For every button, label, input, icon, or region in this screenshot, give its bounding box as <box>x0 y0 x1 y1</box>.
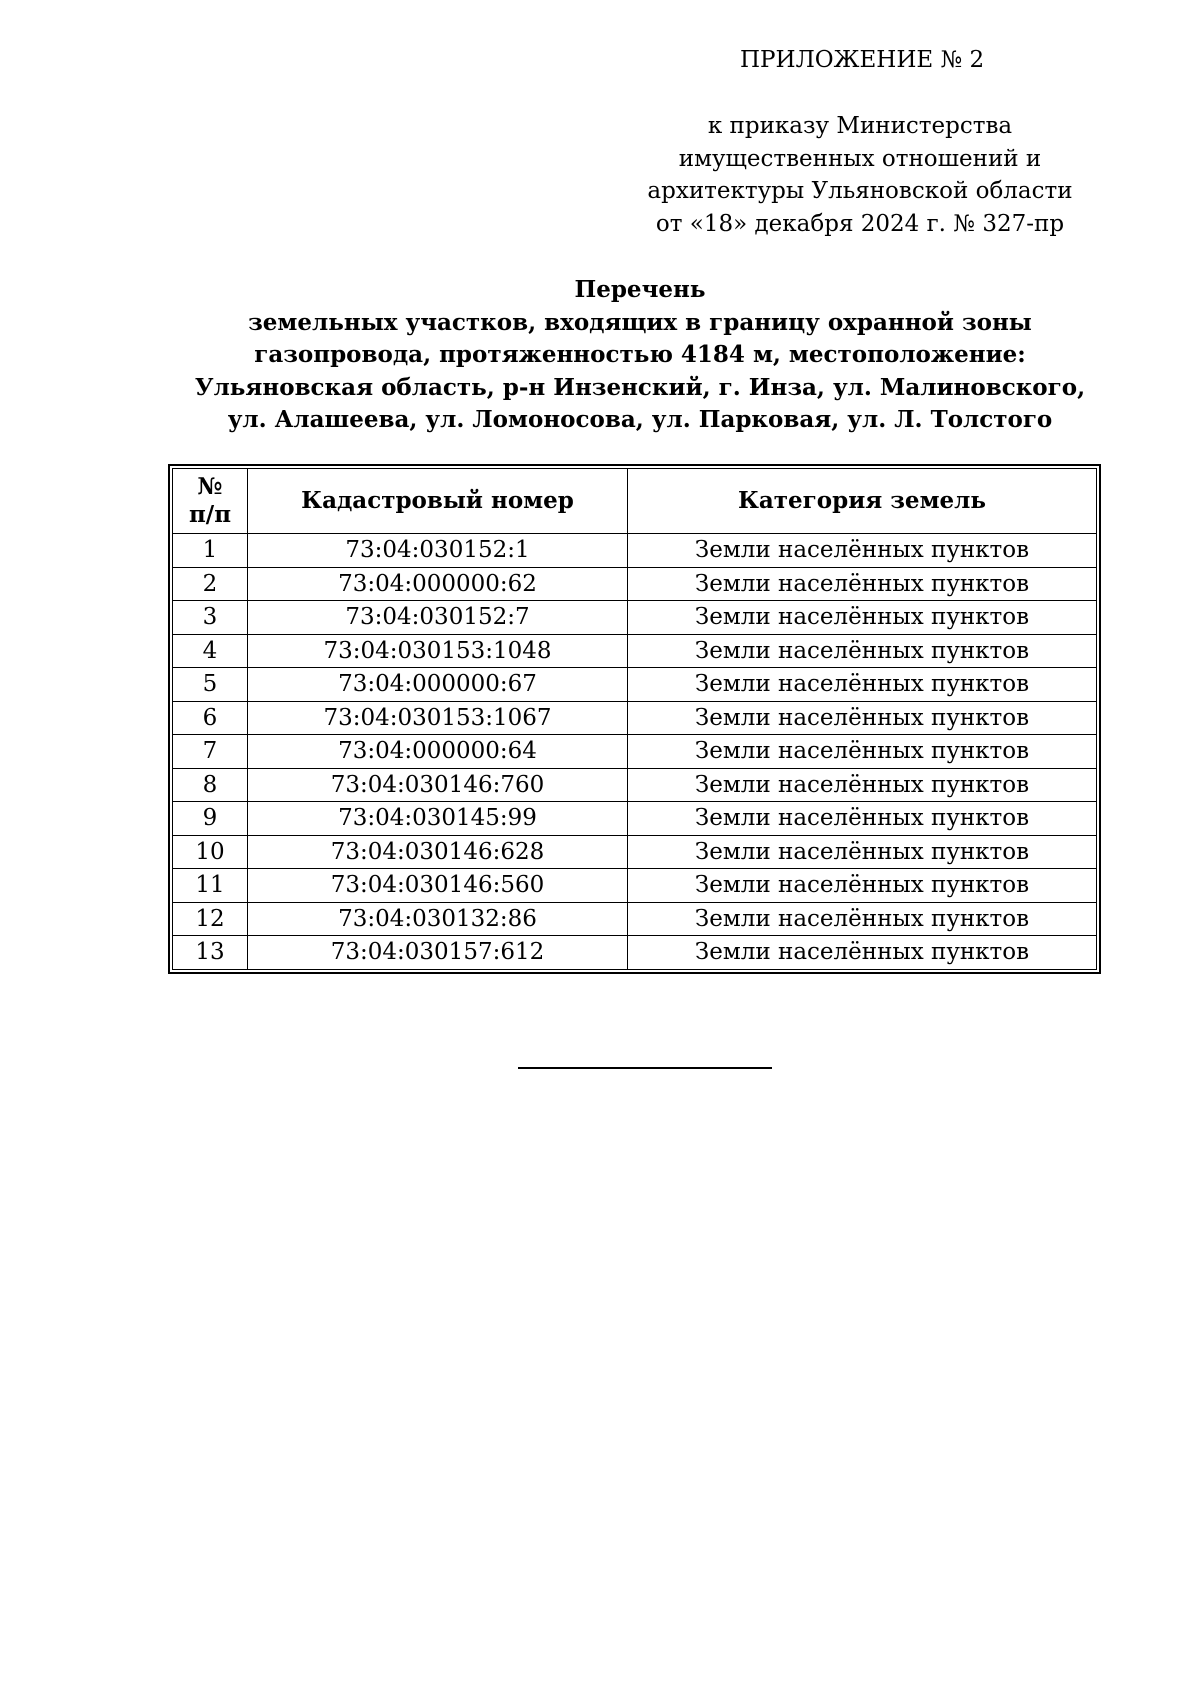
cadastral-number-cell: 73:04:030146:560 <box>248 869 628 903</box>
row-number-cell: 5 <box>173 668 248 702</box>
table-row <box>173 634 1097 668</box>
land-plots-table-frame <box>168 464 1101 974</box>
table-row <box>173 534 1097 568</box>
table-row <box>173 768 1097 802</box>
cadastral-number-cell: 73:04:030157:612 <box>248 936 628 970</box>
land-category-cell: Земли населённых пунктов <box>628 701 1097 735</box>
cadastral-number-cell: 73:04:030146:760 <box>248 768 628 802</box>
heading-line: земельных участков, входящих в границу охранной зоны <box>248 308 1032 336</box>
table-row <box>173 835 1097 869</box>
land-category-cell: Земли населённых пунктов <box>628 634 1097 668</box>
order-reference <box>640 110 1080 240</box>
table-row <box>173 668 1097 702</box>
table-row <box>173 936 1097 970</box>
heading-line: газопровода, протяженностью 4184 м, местоположение: <box>254 341 1026 368</box>
land-category-cell: Земли населённых пунктов <box>628 936 1097 970</box>
land-category-cell: Земли населённых пунктов <box>628 668 1097 702</box>
heading-line: Ульяновская область, р-н Инзенский, г. Инза, ул. Малиновского, <box>194 373 1086 401</box>
land-category-cell: Земли населённых пунктов <box>628 601 1097 635</box>
table-row <box>173 601 1097 635</box>
column-header-number <box>173 469 248 534</box>
row-number-cell: 9 <box>173 802 248 836</box>
closing-rule <box>518 1067 772 1069</box>
land-category-cell: Земли населённых пунктов <box>628 735 1097 769</box>
table-row <box>173 567 1097 601</box>
table-header-row <box>173 469 1097 534</box>
cadastral-number-cell: 73:04:000000:64 <box>248 735 628 769</box>
row-number-cell: 1 <box>173 534 248 568</box>
land-category-cell: Земли населённых пунктов <box>628 534 1097 568</box>
row-number-cell: 13 <box>173 936 248 970</box>
cadastral-number-cell: 73:04:030153:1067 <box>248 701 628 735</box>
order-line: имущественных отношений и <box>678 145 1042 172</box>
land-category-cell: Земли населённых пунктов <box>628 802 1097 836</box>
cadastral-number-cell: 73:04:030153:1048 <box>248 634 628 668</box>
column-header-cadastral: Кадастровый номер <box>248 469 628 534</box>
land-category-cell: Земли населённых пунктов <box>628 567 1097 601</box>
land-plots-table <box>172 468 1097 970</box>
table-row <box>173 802 1097 836</box>
column-header-number-line1: № <box>197 473 223 500</box>
cadastral-number-cell: 73:04:030146:628 <box>248 835 628 869</box>
order-line: архитектуры Ульяновской области <box>647 178 1073 204</box>
document-heading <box>170 274 1110 437</box>
column-header-number-line2: п/п <box>188 501 232 528</box>
row-number-cell: 12 <box>173 902 248 936</box>
row-number-cell: 3 <box>173 601 248 635</box>
column-header-category: Категория земель <box>628 469 1097 534</box>
heading-line: Перечень <box>574 276 706 303</box>
land-category-cell: Земли населённых пунктов <box>628 768 1097 802</box>
table-row <box>173 869 1097 903</box>
table-row <box>173 735 1097 769</box>
land-category-cell: Земли населённых пунктов <box>628 902 1097 936</box>
appendix-title: ПРИЛОЖЕНИЕ № 2 <box>740 47 985 73</box>
order-line: к приказу Министерства <box>707 113 1013 139</box>
cadastral-number-cell: 73:04:000000:67 <box>248 668 628 702</box>
land-category-cell: Земли населённых пунктов <box>628 835 1097 869</box>
table-row <box>173 902 1097 936</box>
row-number-cell: 4 <box>173 634 248 668</box>
row-number-cell: 6 <box>173 701 248 735</box>
table-row <box>173 701 1097 735</box>
cadastral-number-cell: 73:04:030145:99 <box>248 802 628 836</box>
cadastral-number-cell: 73:04:030132:86 <box>248 902 628 936</box>
row-number-cell: 2 <box>173 567 248 601</box>
land-category-cell: Земли населённых пунктов <box>628 869 1097 903</box>
row-number-cell: 10 <box>173 835 248 869</box>
cadastral-number-cell: 73:04:030152:7 <box>248 601 628 635</box>
row-number-cell: 8 <box>173 768 248 802</box>
cadastral-number-cell: 73:04:000000:62 <box>248 567 628 601</box>
table-body <box>173 534 1097 970</box>
row-number-cell: 7 <box>173 735 248 769</box>
heading-line: ул. Алашеева, ул. Ломоносова, ул. Парковая, ул. Л. Толстого <box>227 406 1053 433</box>
order-line: от «18» декабря 2024 г. № 327-пр <box>655 210 1065 237</box>
cadastral-number-cell: 73:04:030152:1 <box>248 534 628 568</box>
row-number-cell: 11 <box>173 869 248 903</box>
